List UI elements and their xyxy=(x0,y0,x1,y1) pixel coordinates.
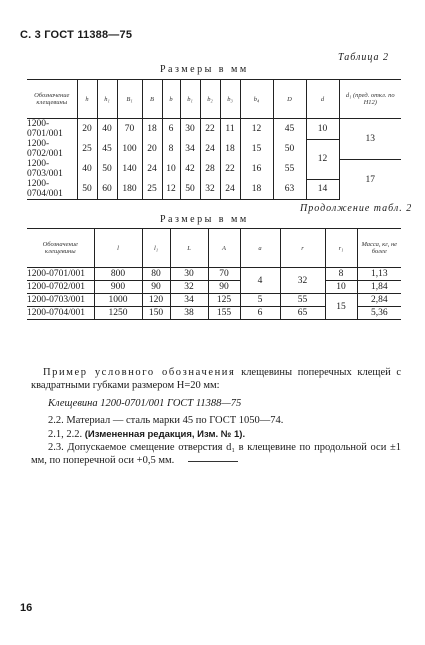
col-header: l xyxy=(94,229,142,268)
cell: 8 xyxy=(162,139,180,159)
cell: 40 xyxy=(97,119,117,140)
cell: 5,36 xyxy=(357,307,401,320)
cell: 40 xyxy=(77,159,97,179)
cell: 50 xyxy=(97,159,117,179)
cell: 15 xyxy=(325,294,357,320)
cell: 17 xyxy=(365,174,375,185)
cell: 12 xyxy=(162,179,180,200)
col-header: D xyxy=(273,80,306,119)
table-row xyxy=(27,119,401,140)
col-header: h xyxy=(77,80,97,119)
page-number: 16 xyxy=(20,602,33,614)
cell: 2,84 xyxy=(357,294,401,307)
col-header: B₁ xyxy=(117,80,142,119)
cell-designation: 1200-0701/001 xyxy=(27,268,94,281)
cell: 150 xyxy=(142,307,170,320)
cell: 50 xyxy=(273,139,306,159)
cell: 30 xyxy=(170,268,208,281)
col-header: h₁ xyxy=(97,80,117,119)
designation-example: Клещевина 1200-0701/001 ГОСТ 11388—75 xyxy=(48,398,242,409)
table-label: Таблица 2 xyxy=(338,52,389,63)
cell: 70 xyxy=(208,268,240,281)
dimensions-table-continued xyxy=(27,228,401,320)
col-header: a xyxy=(240,229,280,268)
cell: 22 xyxy=(200,119,220,140)
cell: 140 xyxy=(117,159,142,179)
cell: 100 xyxy=(117,139,142,159)
cell: 24 xyxy=(200,139,220,159)
cell: 5 xyxy=(240,294,280,307)
cell-designation: 1200-0704/001 xyxy=(27,179,77,200)
table-caption: Размеры в мм xyxy=(160,64,249,75)
cell: 50 xyxy=(180,179,200,200)
table-row xyxy=(27,159,401,179)
cell: 34 xyxy=(180,139,200,159)
col-header: b xyxy=(162,80,180,119)
cell: 50 xyxy=(77,179,97,200)
cell: 1000 xyxy=(94,294,142,307)
cell: 12 xyxy=(240,119,273,140)
cell-designation: 1200-0703/001 xyxy=(27,159,77,179)
table-header-row xyxy=(27,80,401,119)
cell-designation: 1200-0701/001 xyxy=(27,119,77,140)
example-text: клещевины поперечных клещей с квадратными губками размером H=20 мм: xyxy=(31,367,402,391)
cell: 1,13 xyxy=(357,268,401,281)
cell: 6 xyxy=(240,307,280,320)
cell: 90 xyxy=(208,281,240,294)
table-header-row xyxy=(27,229,401,268)
col-header: b₂ xyxy=(200,80,220,119)
cell: 12 xyxy=(306,139,339,179)
cell: 18 xyxy=(220,139,240,159)
cell: 65 xyxy=(280,307,325,320)
col-header: d₁ (пред. откл. по H12) xyxy=(339,80,401,119)
cell: 20 xyxy=(77,119,97,140)
cell: 10 xyxy=(325,281,357,294)
cell: 60 xyxy=(97,179,117,200)
cell: 90 xyxy=(142,281,170,294)
table-row xyxy=(27,294,401,307)
cell-designation: 1200-0704/001 xyxy=(27,307,94,320)
cell: 16 xyxy=(240,159,273,179)
cell: 55 xyxy=(280,294,325,307)
cell: 22 xyxy=(220,159,240,179)
cell: 70 xyxy=(117,119,142,140)
cell: 120 xyxy=(142,294,170,307)
cell-designation: 1200-0702/001 xyxy=(27,139,77,159)
cell: 25 xyxy=(77,139,97,159)
section-divider xyxy=(188,461,238,462)
cell: 63 xyxy=(273,179,306,200)
cell: 11 xyxy=(220,119,240,140)
col-header: b₁ xyxy=(180,80,200,119)
cell: 32 xyxy=(170,281,208,294)
amendment-text: (Измененная редакция, Изм. № 1). xyxy=(84,429,246,440)
cell: 10 xyxy=(162,159,180,179)
col-header: A xyxy=(208,229,240,268)
col-header: r₁ xyxy=(325,229,357,268)
cell: 6 xyxy=(162,119,180,140)
cell: 80 xyxy=(142,268,170,281)
tolerance-paragraph: 2.3. Допускаемое смещение отверстия d₁ в клещевине по продольной оси ±1 мм, по поперечной оси +0,5 мм. xyxy=(31,442,401,466)
cell: 32 xyxy=(280,268,325,294)
cell: 55 xyxy=(273,159,306,179)
col-header: Обозначение клещевины xyxy=(27,80,77,119)
cell: 32 xyxy=(200,179,220,200)
col-header: b₄ xyxy=(240,80,273,119)
cell: 34 xyxy=(170,294,208,307)
cell: 24 xyxy=(220,179,240,200)
cell: 42 xyxy=(180,159,200,179)
cell: 4 xyxy=(240,268,280,294)
cell: 155 xyxy=(208,307,240,320)
cell: 45 xyxy=(97,139,117,159)
table-row xyxy=(27,268,401,281)
cell: 800 xyxy=(94,268,142,281)
dimensions-table xyxy=(27,79,401,200)
col-header: Масса, кг, не более xyxy=(357,229,401,268)
cell: 45 xyxy=(273,119,306,140)
cell: 180 xyxy=(117,179,142,200)
cell-designation: 1200-0702/001 xyxy=(27,281,94,294)
amendment-number: 2.1, 2.2. xyxy=(48,429,83,440)
cell: 18 xyxy=(142,119,162,140)
col-header: L xyxy=(170,229,208,268)
cell: 18 xyxy=(240,179,273,200)
material-paragraph: 2.2. Материал — сталь марки 45 по ГОСТ 1050—74. xyxy=(48,415,284,426)
example-lead: Пример условного обозначения xyxy=(43,367,236,378)
cell: 25 xyxy=(142,179,162,200)
cell-designation: 1200-0703/001 xyxy=(27,294,94,307)
amendment-note xyxy=(48,428,398,441)
col-header: r xyxy=(280,229,325,268)
cell: 38 xyxy=(170,307,208,320)
cell: 1,84 xyxy=(357,281,401,294)
cell: 28 xyxy=(200,159,220,179)
col-header: Обозначение клещевины xyxy=(27,229,94,268)
col-header: b₃ xyxy=(220,80,240,119)
cell: 125 xyxy=(208,294,240,307)
cell: 13 xyxy=(339,119,401,160)
cell: 1250 xyxy=(94,307,142,320)
cell: 30 xyxy=(180,119,200,140)
cell: 20 xyxy=(142,139,162,159)
cell: 24 xyxy=(142,159,162,179)
table-continuation-label: Продолжение табл. 2 xyxy=(300,203,413,214)
cell: 8 xyxy=(325,268,357,281)
col-header: d xyxy=(306,80,339,119)
cell: 14 xyxy=(306,179,339,200)
page-header: С. 3 ГОСТ 11388—75 xyxy=(20,29,133,41)
table-row xyxy=(27,281,401,294)
col-header: B xyxy=(142,80,162,119)
col-header: l₁ xyxy=(142,229,170,268)
cell: 15 xyxy=(240,139,273,159)
designation-example-paragraph xyxy=(31,366,401,392)
table-caption: Размеры в мм xyxy=(160,214,249,225)
cell: 10 xyxy=(306,119,339,140)
cell: 900 xyxy=(94,281,142,294)
